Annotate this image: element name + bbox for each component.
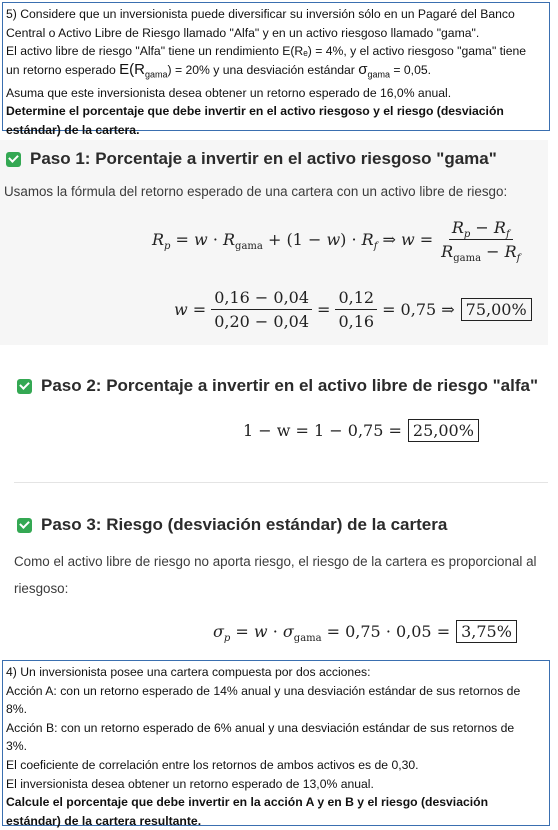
- alfa-weight-equation: [243, 419, 479, 442]
- text-segment: ) = 20% y una desviación estándar: [167, 62, 359, 77]
- equation-text: 1 − w = 1 − 0,75 =: [243, 421, 402, 440]
- divider: [14, 482, 548, 483]
- problem-4-question: Calcule el porcentaje que debe invertir en la acción A y en B y el riesgo (desviación estándar) de la cartera resultante.: [6, 795, 489, 828]
- boxed-result: 25,00%: [408, 419, 479, 442]
- step-3-text-line: Como el activo libre de riesgo no aporta riesgo, el riesgo de la cartera es proporcional al: [14, 554, 537, 569]
- subscript-gama: gama: [367, 69, 391, 80]
- step-1-title: [6, 149, 497, 169]
- problem-4-line: El inversionista desea obtener un retorno esperado de 13,0% anual.: [6, 776, 374, 791]
- problem-4-line: Acción B: con un retorno esperado de 6% anual y una desviación estándar de sus retornos de: [6, 720, 515, 735]
- sigma-symbol: σ: [358, 60, 368, 78]
- problem-5-question: Determine el porcentaje que debe invertir en el activo riesgoso y el riesgo (desviación estándar) de la cartera.: [6, 104, 504, 137]
- numerator: 0,16 − 0,04: [211, 288, 312, 310]
- text-segment: un retorno esperado: [6, 62, 120, 77]
- step-1-title-text: Paso 1: Porcentaje a invertir en el activo riesgoso "gama": [30, 149, 497, 168]
- problem-4-line: Acción A: con un retorno esperado de 14% anual y una desviación estándar de sus retornos de: [6, 683, 521, 698]
- step-3-title: [17, 515, 447, 535]
- problem-5-line: [6, 61, 546, 84]
- problem-4-line: 8%.: [6, 702, 28, 717]
- denominator: 0,20 − 0,04: [214, 312, 310, 331]
- problem-5-line: 5) Considere que un inversionista puede diversificar su inversión sólo en un Pagaré del Banco: [6, 7, 515, 21]
- step-2-title: [17, 376, 538, 396]
- problem-4-line: 4) Un inversionista posee una cartera compuesta por dos acciones:: [6, 665, 371, 679]
- problem-5-line: Central o Activo Libre de Riesgo llamado "Alfa" y en un activo riesgoso llamado "gama".: [6, 25, 480, 40]
- step-3-text: [14, 548, 537, 602]
- portfolio-risk-equation: $\sigma_p = w \cdot \sigma_{gama}$ = 0,75 · 0,05 = 3,75%: [213, 620, 517, 643]
- fraction: [211, 288, 312, 331]
- denominator: 0,16: [338, 312, 375, 331]
- step-3-text-line: riesgoso:: [14, 581, 69, 596]
- expected-return-label: E(R: [119, 60, 145, 78]
- result-text: = 0,75 ⇒: [382, 300, 455, 319]
- problem-4-line: 3%.: [6, 739, 28, 754]
- subscript-gama: gama: [145, 69, 168, 80]
- equation-text: = 0,75 · 0,05 =: [326, 622, 451, 641]
- step-1-text: Usamos la fórmula del retorno esperado de una cartera con un activo libre de riesgo:: [4, 184, 508, 199]
- step-3-title-text: Paso 3: Riesgo (desviación estándar) de la cartera: [41, 515, 448, 534]
- portfolio-return-formula: $R_p = w \cdot R_{gama} + (1 - w) \cdot R_f$ ⇒ w = $\frac{R_p - R_f}{R_{gama} - R_f}$: [152, 218, 521, 264]
- problem-5-box: [2, 2, 550, 137]
- fraction: [335, 288, 377, 331]
- problem-4-box: [2, 660, 550, 826]
- check-icon: [6, 152, 21, 167]
- weight-calculation: w = $\frac{0,16 - 0,04}{0,20 - 0,04}$ = $\frac{0,12}{0,16}$ = 0,75 ⇒ 75,00%: [174, 288, 532, 331]
- step-2-title-text: Paso 2: Porcentaje a invertir en el activo libre de riesgo "alfa": [41, 376, 539, 395]
- boxed-result: 3,75%: [456, 620, 517, 643]
- boxed-result: 75,00%: [461, 298, 532, 321]
- text-segment: = 0,05.: [390, 62, 432, 77]
- problem-5-line: Asuma que este inversionista desea obtener un retorno esperado de 16,0% anual.: [6, 85, 452, 100]
- numerator: 0,12: [335, 288, 377, 310]
- check-icon: [17, 518, 32, 533]
- problem-5-line: El activo libre de riesgo "Alfa" tiene un rendimiento E(Rₑ) = 4%, y el activo riesgoso "gama" tiene: [6, 44, 527, 59]
- check-icon: [17, 379, 32, 394]
- problem-4-line: El coeficiente de correlación entre los retornos de ambos activos es de 0,30.: [6, 757, 419, 772]
